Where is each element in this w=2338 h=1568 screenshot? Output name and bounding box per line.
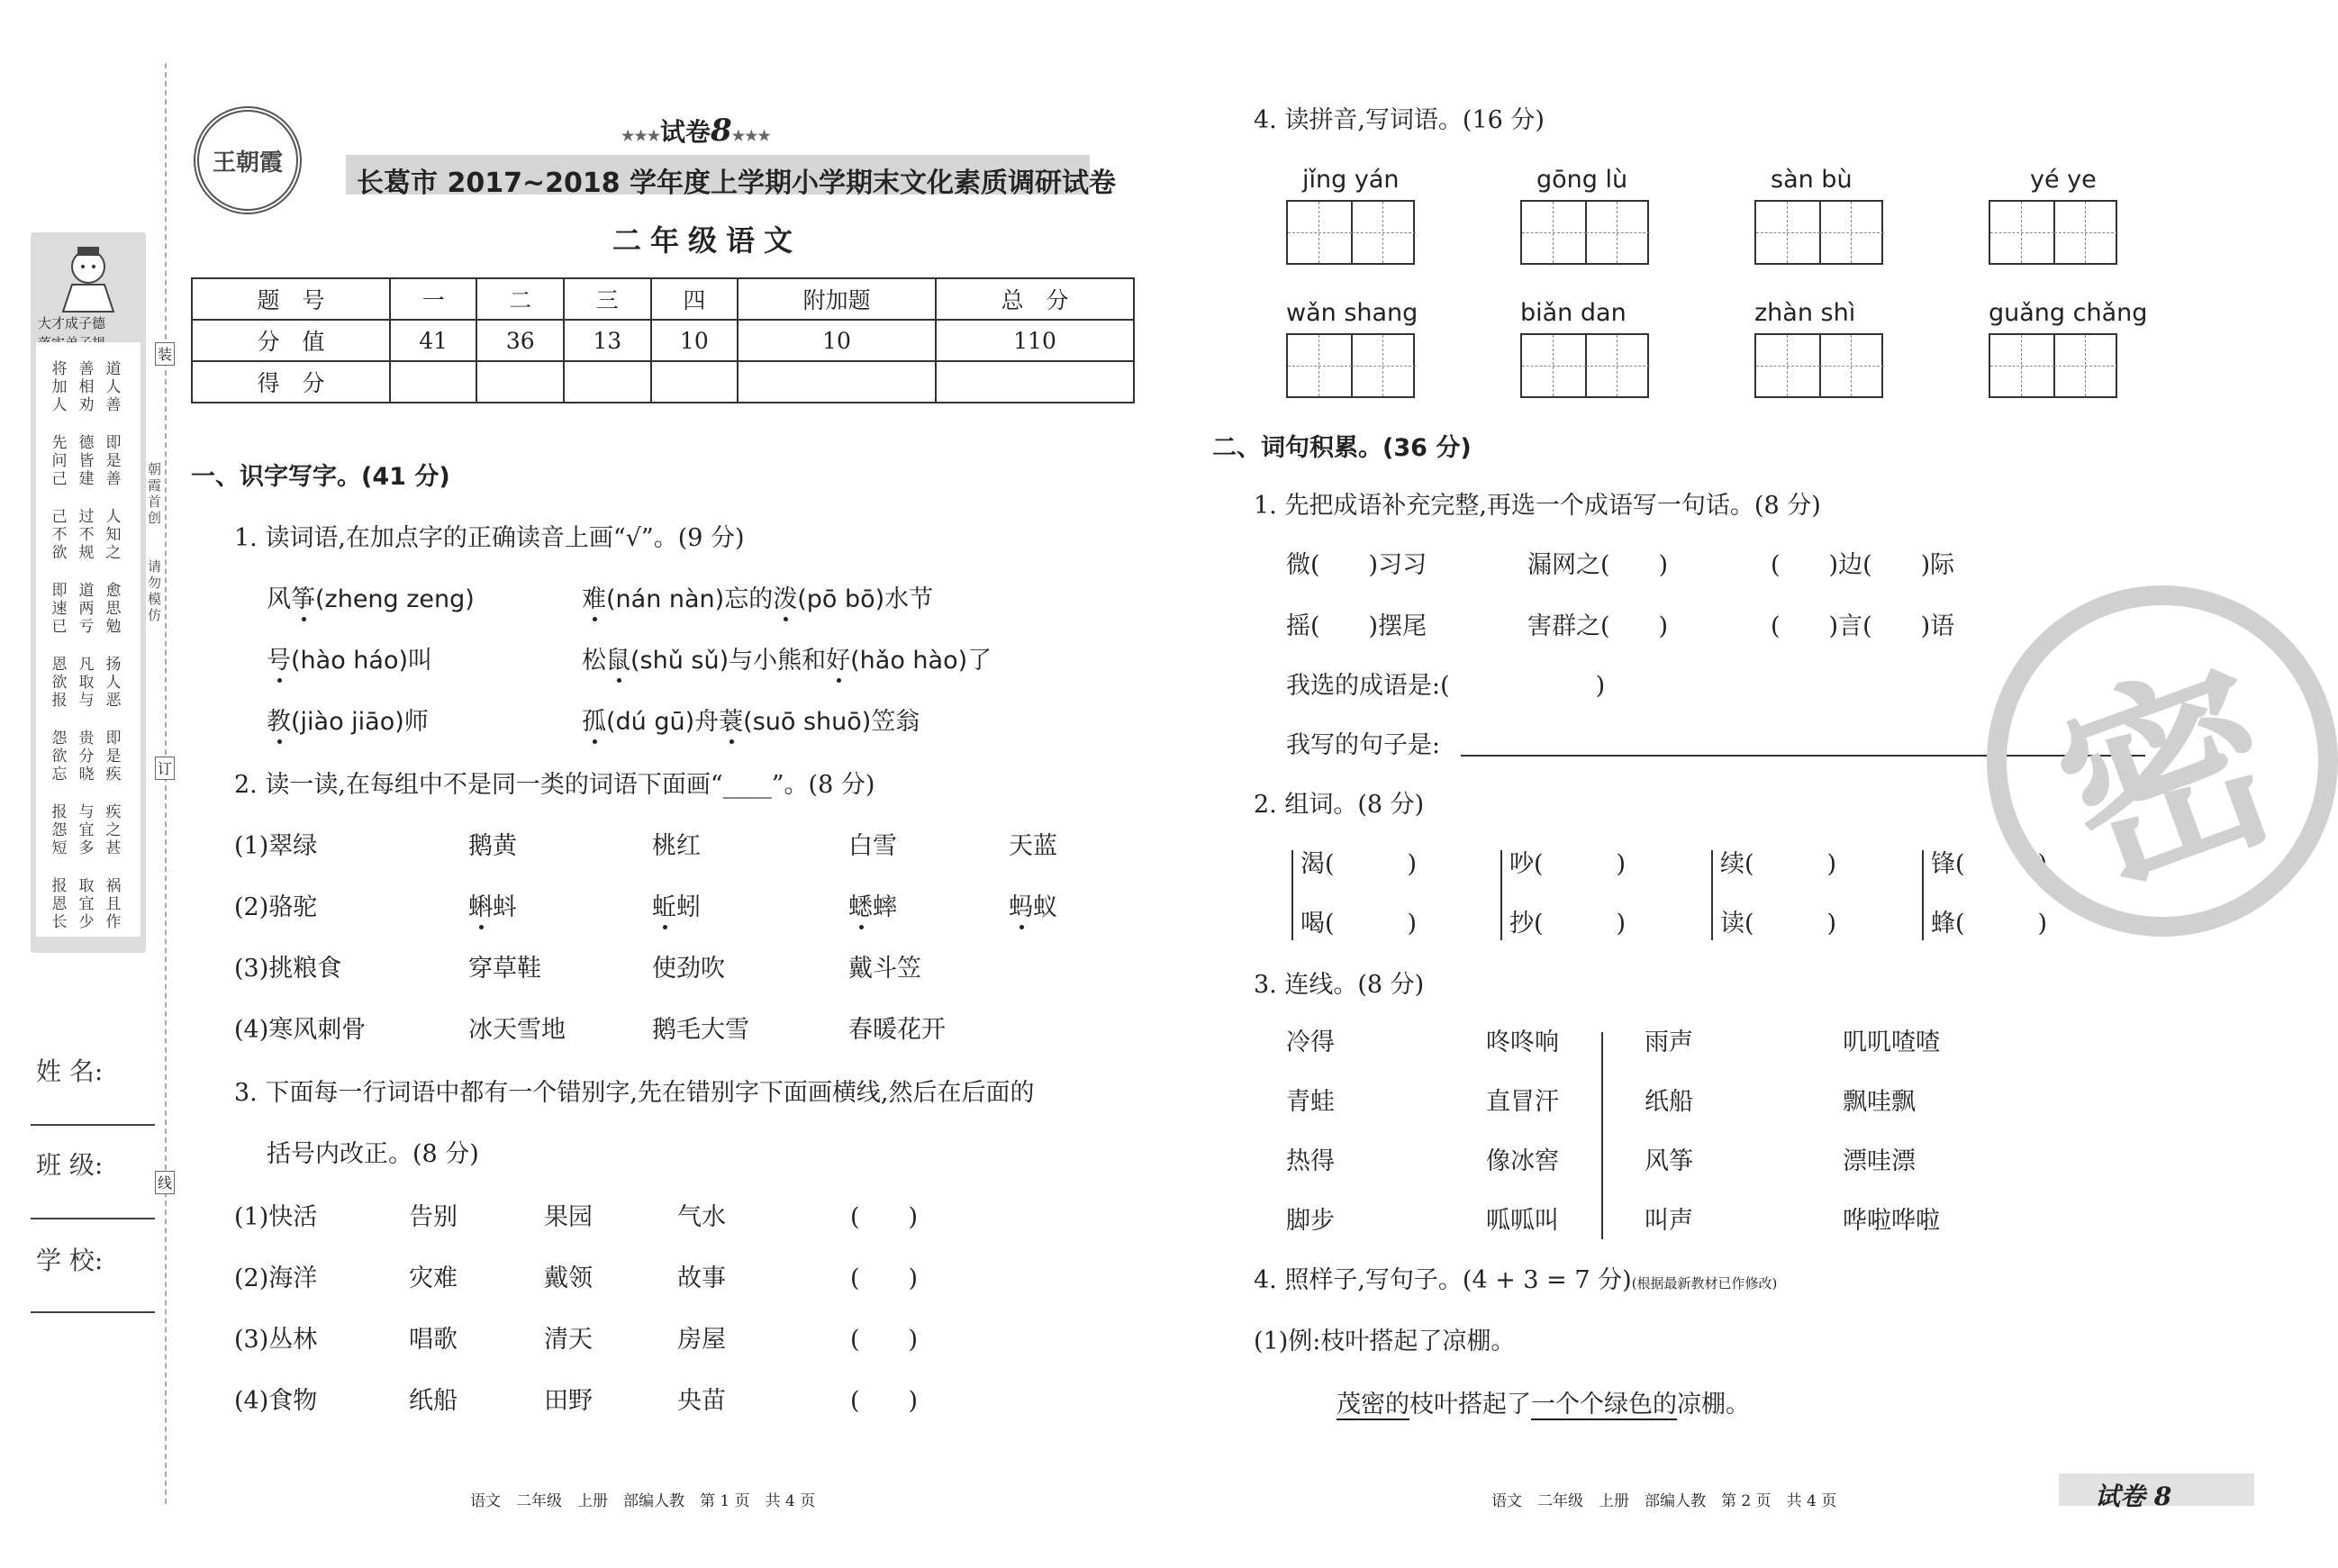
word-divider bbox=[1500, 850, 1502, 940]
match-item[interactable]: 漂哇漂 bbox=[1843, 1147, 1916, 1175]
match-item[interactable]: 热得 bbox=[1286, 1147, 1335, 1175]
writing-grid-box[interactable] bbox=[1754, 333, 1883, 398]
score-cell: 10 bbox=[651, 320, 739, 361]
q3-word[interactable]: (3)丛林 bbox=[234, 1326, 318, 1354]
class-label: 班 级: bbox=[36, 1150, 104, 1180]
q2-word[interactable]: 鹅毛大雪 bbox=[652, 1016, 749, 1044]
q3-word[interactable]: 纸船 bbox=[409, 1387, 458, 1415]
exam-subtitle: 二年级语文 bbox=[612, 223, 802, 258]
pinyin-label: biǎn dan bbox=[1520, 299, 1627, 327]
writing-grid-box[interactable] bbox=[1286, 333, 1415, 398]
q2-word[interactable]: (2)骆驼 bbox=[234, 893, 318, 921]
match-item[interactable]: 风筝 bbox=[1645, 1147, 1693, 1175]
score-cell[interactable] bbox=[564, 361, 651, 403]
word-item[interactable]: 喝( ) bbox=[1300, 910, 1418, 938]
motto-col: 即 是 善 bbox=[105, 434, 122, 488]
q3-word[interactable]: 田野 bbox=[544, 1387, 593, 1415]
q3-word[interactable]: 气水 bbox=[677, 1203, 726, 1231]
motto-col: 愈 思 勉 bbox=[105, 582, 122, 636]
q2-word[interactable]: 冰天雪地 bbox=[468, 1016, 566, 1044]
side-mark-ding: 订 bbox=[155, 757, 175, 780]
exam-title: 长葛市 2017~2018 学年度上学期小学期末文化素质调研试卷 bbox=[357, 168, 1117, 199]
pinyin-label: zhàn shì bbox=[1754, 299, 1856, 327]
q1-prompt: 1. 读词语,在加点字的正确读音上画“√”。(9 分) bbox=[234, 524, 745, 552]
motto-col: 德 皆 建 bbox=[78, 434, 95, 488]
q1-item-2: 难(nán nàn)忘的泼(pō bō)水节 bbox=[582, 585, 934, 613]
q3-answer-blank[interactable]: ( ) bbox=[850, 1203, 919, 1231]
q2-word[interactable]: (4)寒风刺骨 bbox=[234, 1016, 367, 1044]
logo-text: 王朝霞 bbox=[212, 149, 283, 177]
section-2-heading: 二、词句积累。(36 分) bbox=[1212, 434, 1472, 462]
q2-word[interactable]: 天蓝 bbox=[1009, 832, 1057, 860]
motto-col: 即 是 疾 bbox=[105, 730, 122, 784]
score-cell[interactable] bbox=[651, 361, 739, 403]
q1-item-5: 教(jiào jiāo)师 bbox=[267, 708, 429, 736]
q3-answer-blank[interactable]: ( ) bbox=[850, 1326, 919, 1354]
q3-word[interactable]: 戴领 bbox=[544, 1264, 593, 1292]
section-1-heading: 一、识字写字。(41 分) bbox=[191, 463, 450, 491]
side-mark-xian: 线 bbox=[155, 1171, 175, 1194]
match-item[interactable]: 咚咚响 bbox=[1486, 1029, 1559, 1056]
pinyin-label: wǎn shang bbox=[1286, 299, 1418, 327]
q2-word[interactable]: 蝌蚪 bbox=[468, 893, 517, 921]
p1-prompt: 1. 先把成语补充完整,再选一个成语写一句话。(8 分) bbox=[1254, 492, 1821, 520]
q2-word[interactable]: 戴斗笠 bbox=[848, 955, 921, 983]
q3-answer-blank[interactable]: ( ) bbox=[850, 1264, 919, 1292]
idiom-item[interactable]: 摇( )摆尾 bbox=[1286, 612, 1427, 640]
motto-columns bbox=[36, 342, 140, 937]
score-cell: 一 bbox=[390, 278, 477, 320]
score-cell: 题 号 bbox=[192, 278, 390, 320]
binding-fold-line bbox=[165, 63, 167, 1504]
writing-grid-box[interactable] bbox=[1989, 200, 2117, 265]
p3-prompt: 3. 连线。(8 分) bbox=[1254, 971, 1425, 999]
score-table bbox=[191, 277, 1135, 403]
footer-page-2: 语文 二年级 上册 部编人教 第 2 页 共 4 页 bbox=[1491, 1492, 1837, 1510]
footer-page-1: 语文 二年级 上册 部编人教 第 1 页 共 4 页 bbox=[470, 1492, 816, 1510]
motto-col: 将 加 人 bbox=[51, 360, 68, 414]
q3-word[interactable]: 告别 bbox=[409, 1203, 458, 1231]
q1-item-1: 风筝(zheng zeng) bbox=[267, 585, 475, 613]
student-cartoon-icon bbox=[41, 241, 135, 313]
match-item[interactable]: 纸船 bbox=[1645, 1088, 1693, 1116]
motto-col: 道 人 善 bbox=[105, 360, 122, 414]
q2-word[interactable]: 桃红 bbox=[652, 832, 701, 860]
q3-word[interactable]: 房屋 bbox=[677, 1326, 726, 1354]
q3-word[interactable]: 唱歌 bbox=[409, 1326, 458, 1354]
match-item[interactable]: 呱呱叫 bbox=[1486, 1207, 1559, 1235]
word-item[interactable]: 读( ) bbox=[1720, 910, 1837, 938]
score-cell: 13 bbox=[564, 320, 651, 361]
score-cell[interactable] bbox=[390, 361, 477, 403]
notice-no-copy: 请勿模仿 bbox=[148, 558, 162, 623]
match-divider bbox=[1601, 1032, 1603, 1239]
motto-col: 祸 且 作 bbox=[105, 877, 122, 931]
match-item[interactable]: 青蛙 bbox=[1286, 1088, 1335, 1116]
q3-prompt-line-2: 括号内改正。(8 分) bbox=[267, 1140, 479, 1168]
q2-word[interactable]: 春暖花开 bbox=[848, 1016, 946, 1044]
score-cell: 附加题 bbox=[738, 278, 936, 320]
score-cell: 41 bbox=[390, 320, 477, 361]
score-cell[interactable] bbox=[738, 361, 936, 403]
school-label: 学 校: bbox=[36, 1246, 104, 1275]
q3-word[interactable]: 灾难 bbox=[409, 1264, 458, 1292]
writing-grid-box[interactable] bbox=[1520, 200, 1649, 265]
q2-prompt: 2. 读一读,在每组中不是同一类的词语下面画“____”。(8 分) bbox=[234, 771, 875, 799]
match-item[interactable]: 脚步 bbox=[1286, 1207, 1335, 1235]
score-cell[interactable] bbox=[936, 361, 1134, 403]
q1-item-3: 号(hào háo)叫 bbox=[267, 647, 433, 675]
word-divider bbox=[1291, 850, 1293, 940]
pinyin-label: gōng lù bbox=[1536, 166, 1628, 194]
motto-col: 先 问 己 bbox=[51, 434, 68, 488]
pinyin-label: jǐng yán bbox=[1302, 166, 1400, 194]
motto-col: 善 相 劝 bbox=[78, 360, 95, 414]
score-row bbox=[192, 320, 1134, 361]
p4-example: (1)例:枝叶搭起了凉棚。 bbox=[1254, 1328, 1516, 1355]
match-item[interactable]: 哗啦哗啦 bbox=[1843, 1207, 1940, 1235]
q1-item-4: 松鼠(shǔ sǔ)与小熊和好(hǎo hào)了 bbox=[582, 647, 992, 675]
writing-grid-box[interactable] bbox=[1520, 333, 1649, 398]
school-field[interactable] bbox=[31, 1311, 155, 1313]
idiom-item[interactable]: ( )边( )际 bbox=[1771, 551, 1955, 579]
q2-word[interactable]: (3)挑粮食 bbox=[234, 955, 342, 983]
q2-word[interactable]: 蚂蚁 bbox=[1009, 893, 1057, 921]
writing-grid-box[interactable] bbox=[1286, 200, 1415, 265]
match-item[interactable]: 直冒汗 bbox=[1486, 1088, 1559, 1116]
motto-col: 疾 之 甚 bbox=[105, 803, 122, 857]
q2-word[interactable]: 使劲吹 bbox=[652, 955, 725, 983]
motto-col: 取 宜 少 bbox=[78, 877, 95, 931]
chosen-idiom[interactable]: 我选的成语是:( ) bbox=[1286, 672, 1606, 700]
side-mark-zhuang: 装 bbox=[155, 342, 175, 366]
score-cell: 二 bbox=[476, 278, 564, 320]
q2-word[interactable]: (1)翠绿 bbox=[234, 832, 318, 860]
p4-example-answer: 茂密的枝叶搭起了一个个绿色的凉棚。 bbox=[1337, 1391, 1750, 1418]
motto-col: 即 速 已 bbox=[51, 582, 68, 636]
name-label: 姓 名: bbox=[36, 1056, 104, 1086]
score-row bbox=[192, 278, 1134, 320]
notice-original: 朝霞首创 bbox=[148, 461, 162, 526]
match-item[interactable]: 飘哇飘 bbox=[1843, 1088, 1916, 1116]
writing-grid-box[interactable] bbox=[1989, 333, 2117, 398]
q3-word[interactable]: (2)海洋 bbox=[234, 1264, 318, 1292]
idiom-item[interactable]: 漏网之( ) bbox=[1527, 551, 1669, 579]
idiom-item[interactable]: 害群之( ) bbox=[1527, 612, 1669, 640]
pinyin-label: sàn bù bbox=[1771, 166, 1853, 194]
motto-col: 报 怨 短 bbox=[51, 803, 68, 857]
publisher-logo bbox=[194, 106, 302, 214]
word-item[interactable]: 吵( ) bbox=[1509, 850, 1627, 878]
match-item[interactable]: 雨声 bbox=[1645, 1029, 1693, 1056]
q3-word[interactable]: (1)快活 bbox=[234, 1203, 318, 1231]
motto-col: 怨 欲 忘 bbox=[51, 730, 68, 784]
q4-prompt: 4. 读拼音,写词语。(16 分) bbox=[1254, 106, 1545, 134]
word-divider bbox=[1922, 850, 1924, 940]
q2-word[interactable]: 白雪 bbox=[848, 832, 897, 860]
word-item[interactable]: 续( ) bbox=[1720, 850, 1837, 878]
q3-word[interactable]: 果园 bbox=[544, 1203, 593, 1231]
match-item[interactable]: 叫声 bbox=[1645, 1207, 1693, 1235]
sentence-label: 我写的句子是: bbox=[1286, 731, 1441, 759]
score-cell[interactable] bbox=[476, 361, 564, 403]
word-item[interactable]: 渴( ) bbox=[1300, 850, 1418, 878]
motto-col: 道 两 亏 bbox=[78, 582, 95, 636]
class-field[interactable] bbox=[31, 1218, 155, 1219]
idiom-item[interactable]: 微( )习习 bbox=[1286, 551, 1427, 579]
motto-col: 与 宜 多 bbox=[78, 803, 95, 857]
motto-col: 扬 人 恶 bbox=[105, 656, 122, 710]
q3-word[interactable]: 清天 bbox=[544, 1326, 593, 1354]
match-item[interactable]: 叽叽喳喳 bbox=[1843, 1029, 1940, 1056]
exam-label: ★★★试卷8★★★ bbox=[621, 113, 771, 149]
score-cell: 110 bbox=[936, 320, 1134, 361]
confidential-stamp: 密 bbox=[1987, 585, 2338, 937]
q2-word[interactable]: 穿草鞋 bbox=[468, 955, 541, 983]
motto-col: 凡 取 与 bbox=[78, 656, 95, 710]
name-field[interactable] bbox=[31, 1124, 155, 1126]
q3-word[interactable]: 故事 bbox=[677, 1264, 726, 1292]
writing-grid-box[interactable] bbox=[1754, 200, 1883, 265]
word-divider bbox=[1711, 850, 1713, 940]
match-item[interactable]: 像冰窖 bbox=[1486, 1147, 1559, 1175]
score-cell: 分 值 bbox=[192, 320, 390, 361]
score-cell: 三 bbox=[564, 278, 651, 320]
motto-col: 己 不 欲 bbox=[51, 508, 68, 562]
score-cell: 得 分 bbox=[192, 361, 390, 403]
motto-col: 恩 欲 报 bbox=[51, 656, 68, 710]
pinyin-label: yé ye bbox=[2030, 166, 2097, 194]
motto-col: 人 知 之 bbox=[105, 508, 122, 562]
match-item[interactable]: 冷得 bbox=[1286, 1029, 1335, 1056]
q1-item-6: 孤(dú gū)舟蓑(suō shuō)笠翁 bbox=[582, 708, 920, 736]
motto-col: 报 恩 长 bbox=[51, 877, 68, 931]
score-cell: 总 分 bbox=[936, 278, 1134, 320]
q3-prompt-line-1: 3. 下面每一行词语中都有一个错别字,先在错别字下面画横线,然后在后面的 bbox=[234, 1079, 1035, 1107]
corner-exam-label: 试卷 8 bbox=[2095, 1482, 2172, 1511]
pinyin-label: guǎng chǎng bbox=[1989, 299, 2148, 327]
q2-word[interactable]: 鹅黄 bbox=[468, 832, 517, 860]
score-cell: 10 bbox=[738, 320, 936, 361]
score-row bbox=[192, 361, 1134, 403]
motto-line-1: 大才成子德 bbox=[38, 315, 106, 331]
p4-prompt: 4. 照样子,写句子。(4 + 3 = 7 分)(根据最新教材已作修改) bbox=[1254, 1266, 1778, 1294]
score-cell: 四 bbox=[651, 278, 739, 320]
q3-answer-blank[interactable]: ( ) bbox=[850, 1387, 919, 1415]
word-item[interactable]: 锋( ) bbox=[1931, 850, 2048, 878]
word-item[interactable]: 抄( ) bbox=[1509, 910, 1627, 938]
q3-word[interactable]: 央苗 bbox=[677, 1387, 726, 1415]
motto-col: 过 不 规 bbox=[78, 508, 95, 562]
idiom-item[interactable]: ( )言( )语 bbox=[1771, 612, 1955, 640]
q2-word[interactable]: 蟋蟀 bbox=[848, 893, 897, 921]
p4-note: (根据最新教材已作修改) bbox=[1631, 1275, 1778, 1292]
motto-col: 贵 分 晓 bbox=[78, 730, 95, 784]
q2-word[interactable]: 蚯蚓 bbox=[652, 893, 701, 921]
word-item[interactable]: 蜂( ) bbox=[1931, 910, 2048, 938]
score-cell: 36 bbox=[476, 320, 564, 361]
p2-prompt: 2. 组词。(8 分) bbox=[1254, 791, 1425, 819]
q3-word[interactable]: (4)食物 bbox=[234, 1387, 318, 1415]
